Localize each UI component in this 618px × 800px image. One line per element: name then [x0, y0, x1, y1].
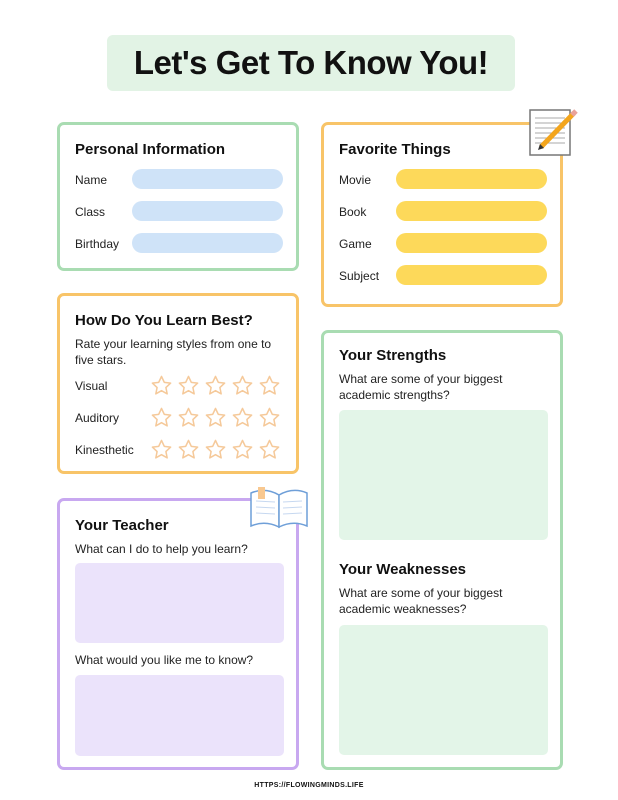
star-icon[interactable]	[150, 438, 173, 461]
visual-stars[interactable]	[150, 374, 281, 397]
learn-prompt: Rate your learning styles from one to five stars.	[75, 337, 272, 367]
personal-information-card	[57, 122, 299, 271]
teacher-answer-2[interactable]	[75, 675, 284, 756]
notepad-pencil-icon	[528, 108, 580, 158]
visual-label: Visual	[75, 379, 108, 393]
star-icon[interactable]	[204, 438, 227, 461]
name-field[interactable]	[132, 169, 283, 189]
subject-field[interactable]	[396, 265, 547, 285]
subject-label: Subject	[339, 269, 380, 283]
star-icon[interactable]	[177, 406, 200, 429]
learn-heading: How Do You Learn Best?	[75, 312, 253, 329]
star-icon[interactable]	[177, 374, 200, 397]
class-field[interactable]	[132, 201, 283, 221]
teacher-answer-1[interactable]	[75, 563, 284, 643]
star-icon[interactable]	[258, 374, 281, 397]
favorite-things-card	[321, 122, 563, 307]
kinesthetic-stars[interactable]	[150, 438, 281, 461]
star-icon[interactable]	[258, 406, 281, 429]
strengths-prompt: What are some of your biggest academic strengths?	[339, 372, 503, 402]
learning-styles-card	[57, 293, 299, 474]
star-icon[interactable]	[204, 406, 227, 429]
teacher-question-2: What would you like me to know?	[75, 653, 254, 667]
star-icon[interactable]	[177, 438, 200, 461]
strengths-answer-box[interactable]	[339, 410, 548, 540]
name-label: Name	[75, 173, 108, 187]
kinesthetic-label: Kinesthetic	[75, 443, 134, 457]
book-label: Book	[339, 205, 367, 219]
personal-heading: Personal Information	[75, 141, 226, 158]
weaknesses-prompt: What are some of your biggest academic weaknesses?	[339, 586, 503, 616]
star-icon[interactable]	[231, 374, 254, 397]
star-icon[interactable]	[231, 406, 254, 429]
star-icon[interactable]	[204, 374, 227, 397]
teacher-question-1: What can I do to help you learn?	[75, 542, 248, 556]
auditory-label: Auditory	[75, 411, 120, 425]
teacher-card	[57, 498, 299, 770]
class-label: Class	[75, 205, 106, 219]
favorite-heading: Favorite Things	[339, 141, 451, 158]
footer-url: HTTPS://FLOWINGMINDS.LIFE	[254, 782, 364, 789]
birthday-field[interactable]	[132, 233, 283, 253]
auditory-stars[interactable]	[150, 406, 281, 429]
game-label: Game	[339, 237, 372, 251]
movie-label: Movie	[339, 173, 372, 187]
book-field[interactable]	[396, 201, 547, 221]
star-icon[interactable]	[150, 374, 173, 397]
star-icon[interactable]	[258, 438, 281, 461]
page-title: Let's Get To Know You!	[107, 35, 515, 91]
game-field[interactable]	[396, 233, 547, 253]
strengths-heading: Your Strengths	[339, 347, 447, 364]
movie-field[interactable]	[396, 169, 547, 189]
weaknesses-answer-box[interactable]	[339, 625, 548, 755]
teacher-heading: Your Teacher	[75, 517, 169, 534]
star-icon[interactable]	[231, 438, 254, 461]
strengths-weaknesses-card	[321, 330, 563, 770]
open-book-icon	[248, 485, 310, 531]
star-icon[interactable]	[150, 406, 173, 429]
weaknesses-heading: Your Weaknesses	[339, 561, 467, 578]
birthday-label: Birthday	[75, 237, 120, 251]
